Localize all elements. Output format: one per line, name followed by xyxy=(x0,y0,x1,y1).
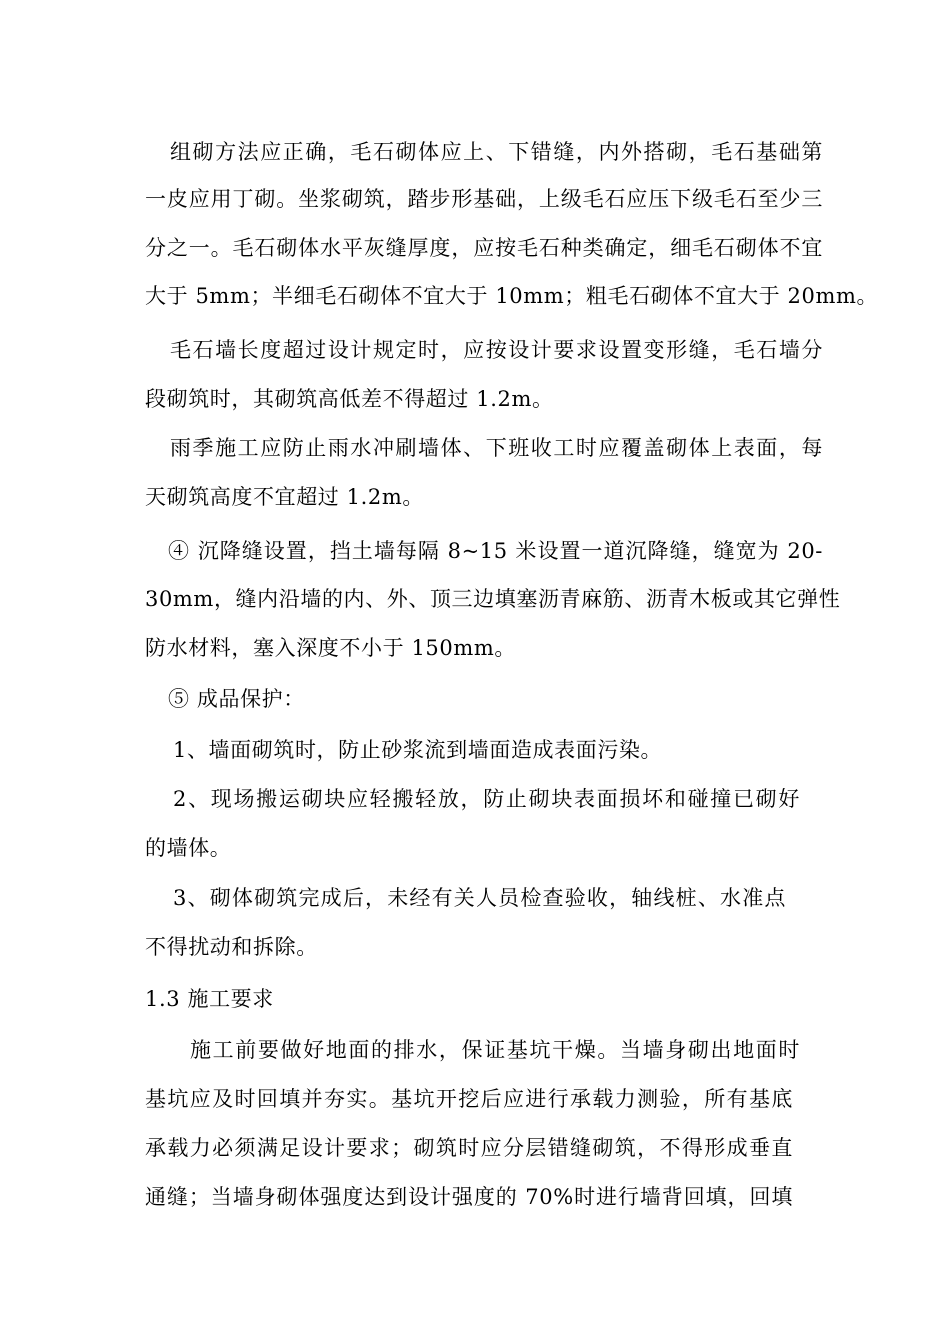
paragraph-1-line-2: 一皮应用丁砌。坐浆砌筑，踏步形基础，上级毛石应压下级毛石至少三 xyxy=(145,187,823,211)
settlement-joint-line-3: 防水材料，塞入深度不小于 150mm。 xyxy=(145,636,516,660)
product-protection-heading: ⑤ 成品保护： xyxy=(168,687,305,711)
requirements-line-1: 施工前要做好地面的排水，保证基坑干燥。当墙身砌出地面时 xyxy=(190,1038,800,1062)
paragraph-2-line-1: 毛石墙长度超过设计规定时，应按设计要求设置变形缝，毛石墙分 xyxy=(170,338,823,362)
requirements-line-2: 基坑应及时回填并夯实。基坑开挖后应进行承载力测验，所有基底 xyxy=(145,1087,793,1111)
section-heading-1-3: 1.3 施工要求 xyxy=(145,987,274,1011)
paragraph-3-line-1: 雨季施工应防止雨水冲刷墙体、下班收工时应覆盖砌体上表面，每 xyxy=(170,436,823,460)
settlement-joint-line-2: 30mm，缝内沿墙的内、外、顶三边填塞沥青麻筋、沥青木板或其它弹性 xyxy=(145,587,841,611)
paragraph-1-line-1: 组砌方法应正确，毛石砌体应上、下错缝，内外搭砌，毛石基础第 xyxy=(170,140,823,164)
protection-item-3-line-2: 不得扰动和拆除。 xyxy=(145,935,318,959)
requirements-line-3: 承载力必须满足设计要求；砌筑时应分层错缝砌筑，不得形成垂直 xyxy=(145,1136,793,1160)
requirements-line-4: 通缝；当墙身砌体强度达到设计强度的 70%时进行墙背回填，回填 xyxy=(145,1185,793,1209)
paragraph-3-line-2: 天砌筑高度不宜超过 1.2m。 xyxy=(145,485,424,509)
protection-item-2-line-2: 的墙体。 xyxy=(145,836,232,860)
protection-item-3-line-1: 3、砌体砌筑完成后，未经有关人员检查验收，轴线桩、水准点 xyxy=(173,886,786,910)
protection-item-2-line-1: 2、现场搬运砌块应轻搬轻放，防止砌块表面损坏和碰撞已砌好 xyxy=(173,787,800,811)
protection-item-1: 1、墙面砌筑时，防止砂浆流到墙面造成表面污染。 xyxy=(173,738,663,762)
settlement-joint-line-1: ④ 沉降缝设置，挡土墙每隔 8~15 米设置一道沉降缝，缝宽为 20- xyxy=(168,539,823,563)
paragraph-1-line-3: 分之一。毛石砌体水平灰缝厚度，应按毛石种类确定，细毛石砌体不宜 xyxy=(145,236,823,260)
paragraph-2-line-2: 段砌筑时，其砌筑高低差不得超过 1.2m。 xyxy=(145,387,554,411)
paragraph-1-line-4: 大于 5mm；半细毛石砌体不宜大于 10mm；粗毛石砌体不宜大于 20mm。 xyxy=(145,284,879,308)
